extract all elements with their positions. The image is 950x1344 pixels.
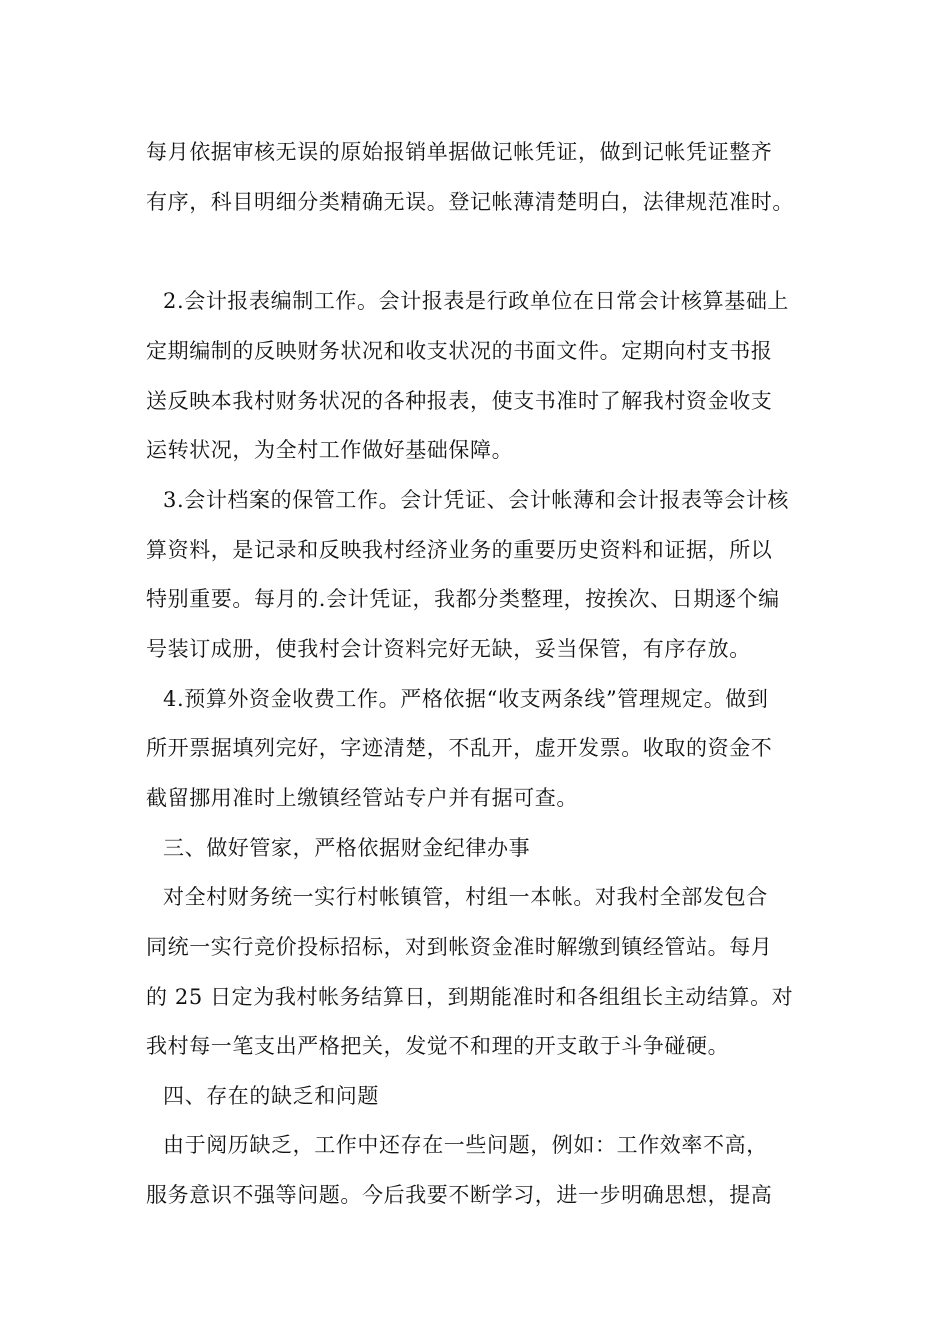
text-line: 对全村财务统一实行村帐镇管，村组一本帐。对我村全部发包合 <box>163 885 768 909</box>
text-line: 算资料，是记录和反映我村经济业务的重要历史资料和证据，所以 <box>146 538 773 562</box>
text-line: 号装订成册，使我村会计资料完好无缺，妥当保管，有序存放。 <box>146 637 751 661</box>
text-line: 截留挪用准时上缴镇经管站专户并有据可查。 <box>146 786 578 810</box>
paragraph-3-heading-line: 3.会计档案的保管工作。会计凭证、会计帐薄和会计报表等会计核 <box>163 488 790 512</box>
paragraph-2-heading-line: 2.会计报表编制工作。会计报表是行政单位在日常会计核算基础上 <box>163 289 790 313</box>
paragraph-4-heading-line: 4.预算外资金收费工作。严格依据“收支两条线”管理规定。做到 <box>163 687 769 711</box>
text-line: 有序，科目明细分类精确无误。登记帐薄清楚明白，法律规范准时。 <box>146 190 794 214</box>
text-line: 送反映本我村财务状况的各种报表，使支书准时了解我村资金收支 <box>146 389 773 413</box>
text-line: 同统一实行竞价投标招标，对到帐资金准时解缴到镇经管站。每月 <box>146 935 773 959</box>
section-heading-3: 三、做好管家，严格依据财金纪律办事 <box>163 836 531 860</box>
text-line: 由于阅历缺乏，工作中还存在一些问题，例如：工作效率不高， <box>163 1133 768 1157</box>
text-line: 特别重要。每月的.会计凭证，我都分类整理，按挨次、日期逐个编 <box>146 587 780 611</box>
text-line: 每月依据审核无误的原始报销单据做记帐凭证，做到记帐凭证整齐 <box>146 140 773 164</box>
section-heading-4: 四、存在的缺乏和问题 <box>163 1084 379 1108</box>
text-line: 定期编制的反映财务状况和收支状况的书面文件。定期向村支书报 <box>146 339 773 363</box>
text-line: 运转状况，为全村工作做好基础保障。 <box>146 438 514 462</box>
text-line: 服务意识不强等问题。今后我要不断学习，进一步明确思想，提高 <box>146 1183 773 1207</box>
text-line: 的 25 日定为我村帐务结算日，到期能准时和各组组长主动结算。对 <box>146 985 794 1009</box>
text-line: 所开票据填列完好，字迹清楚，不乱开，虚开发票。收取的资金不 <box>146 736 773 760</box>
text-line: 我村每一笔支出严格把关，发觉不和理的开支敢于斗争碰硬。 <box>146 1034 730 1058</box>
